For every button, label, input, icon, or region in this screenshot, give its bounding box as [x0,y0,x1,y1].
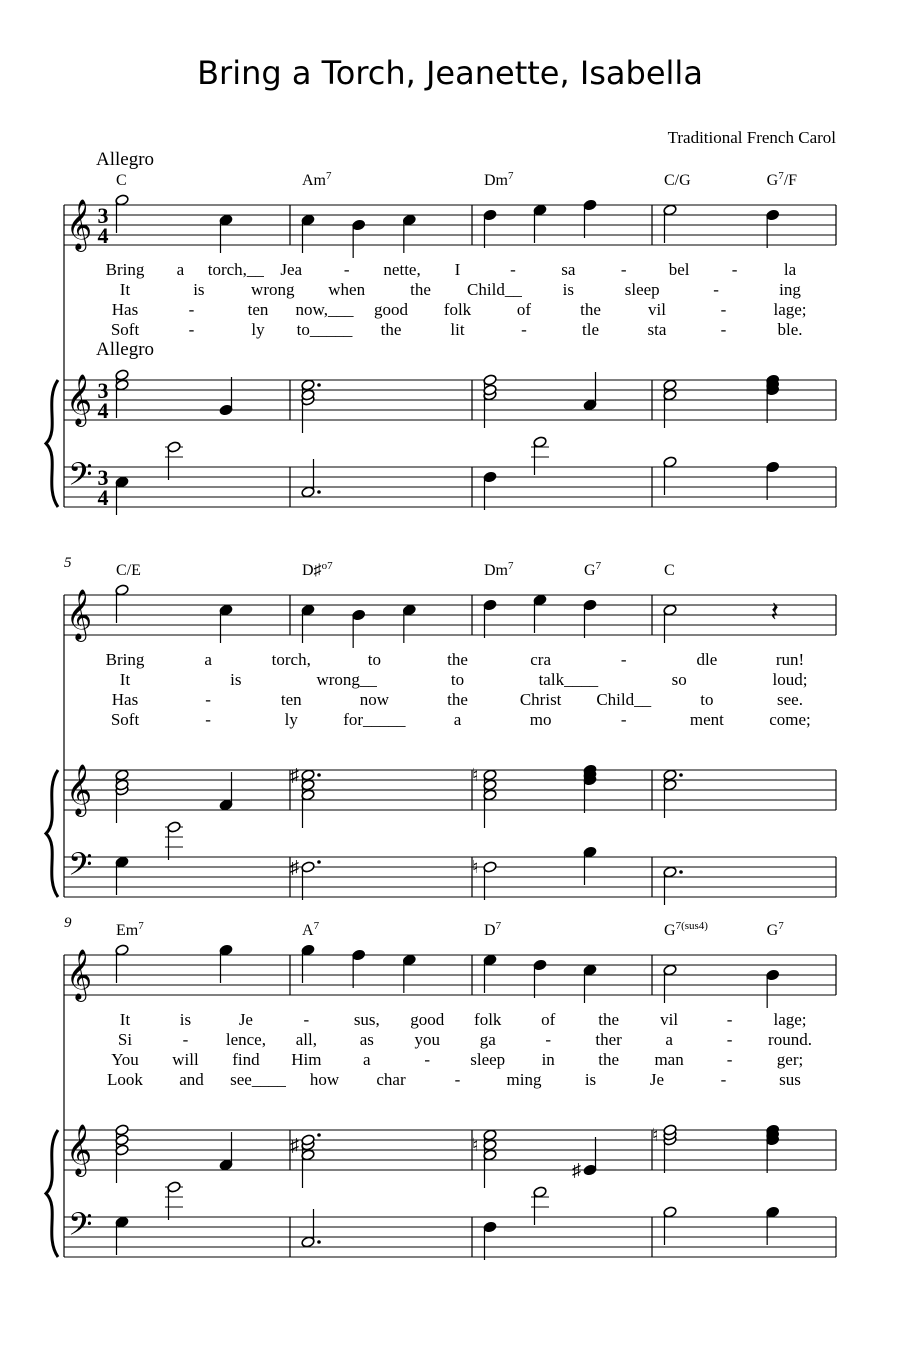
lyric-syllable: sleep [470,1050,506,1069]
chord-symbol: C [664,562,675,579]
lyric-syllable: wrong__ [316,670,377,689]
treble-chord-accidental: ♮ [652,1125,659,1145]
lyric-syllable: folk [443,300,472,319]
chord-symbol: C [116,172,127,189]
chord-symbol: $G^{7(sus4)}$ [664,920,708,939]
lyric-syllable: - [545,1030,552,1049]
lyric-syllable: loud; [772,670,808,689]
bass-note-accidental: ♮ [472,857,479,877]
lyric-syllable: It [119,670,131,689]
lyric-syllable: the [380,320,402,339]
lyric-syllable: sta [647,320,667,339]
lyric-syllable: a [665,1030,673,1049]
time-signature-bottom: 4 [97,485,109,510]
lyric-syllable: is [562,280,575,299]
lyric-syllable: is [193,280,205,299]
lyric-syllable: - [424,1050,431,1069]
lyric-syllable: Je [649,1070,665,1089]
chord-symbol: Am$^7$ [302,170,332,189]
lyric-syllable: the [598,1010,620,1029]
piano-brace [46,1130,58,1257]
lyric-syllable: Christ [519,690,562,709]
bass-note-dot [317,860,321,864]
time-signature-bottom: 4 [97,223,109,248]
lyric-syllable: It [119,280,131,299]
lyric-syllable: will [172,1050,199,1069]
treble-clef: 𝄞 [66,1125,93,1174]
lyric-syllable: of [516,300,532,319]
lyric-syllable: - [720,1070,727,1089]
lyric-syllable: Bring [105,260,145,279]
bass-note-dot [317,1240,321,1244]
treble-clef: 𝄞 [66,375,93,424]
measure-number: 5 [64,555,72,571]
treble-chord-dot [317,383,321,387]
lyric-syllable: sus [779,1070,801,1089]
chord-symbol: Dm$^7$ [484,560,514,579]
page-title: Bring a Torch, Jeanette, Isabella [197,54,703,92]
lyric-syllable: ly [251,320,265,339]
lyric-syllable: - [620,260,627,279]
lyric-syllable: Je [238,1010,253,1029]
lyric-syllable: ing [779,280,801,299]
lyric-syllable: - [521,320,527,339]
lyric-syllable: - [205,690,211,709]
lyric-syllable: see. [777,690,803,709]
tempo-marking: Allegro [96,339,155,360]
lyric-syllable: ga [479,1030,496,1049]
chord-symbol: $D^7$ [484,920,502,939]
lyric-syllable: wrong [251,280,295,299]
lyric-syllable: Si [117,1030,133,1049]
chord-symbol: $G^7$ [584,560,602,579]
lyric-syllable: all, [295,1030,317,1049]
lyric-syllable: cra [530,650,552,669]
chord-symbol: C/G [664,172,691,189]
lyric-syllable: - [205,710,211,729]
piano-brace [46,380,58,507]
lyric-syllable: Has [111,300,139,319]
chord-symbol: $A^7$ [302,920,320,939]
lyric-syllable: Has [111,690,139,709]
lyric-syllable: It [119,1010,131,1029]
lyric-syllable: torch, [271,650,311,669]
treble-chord-accidental: ♯ [572,1160,581,1180]
lyric-syllable: nette, [383,260,421,279]
treble-clef: 𝄞 [66,765,93,814]
lyric-syllable: sleep [624,280,660,299]
lyric-syllable: when [328,280,366,299]
lyric-syllable: Look [107,1070,143,1089]
lyric-syllable: ly [284,710,298,729]
lyric-syllable: the [580,300,601,319]
bass-note-dot [317,490,321,494]
chord-symbol: $G^7/F$ [766,170,798,189]
lyric-syllable: to [367,650,381,669]
treble-chord-accidental: ♮ [472,765,479,785]
lyric-syllable: ten [247,300,269,319]
lyric-syllable: Bring [105,650,145,669]
lyric-syllable: the [410,280,431,299]
lyric-syllable: good [374,300,408,319]
lyric-syllable: - [454,1070,461,1089]
lyric-syllable: folk [474,1010,502,1029]
chord-symbol: C/E [116,562,141,579]
time-signature-top: 3 [97,203,109,228]
lyric-syllable: - [182,1030,189,1049]
lyric-syllable: the [447,690,468,709]
lyric-syllable: lage; [773,300,807,319]
lyric-syllable: lit [450,320,465,339]
lyric-syllable: - [343,260,350,279]
lyric-syllable: a [176,260,185,279]
lyric-syllable: - [713,280,719,299]
lyric-syllable: now,___ [295,300,354,319]
lyric-syllable: is [179,1010,192,1029]
bass-clef: 𝄢 [68,458,93,500]
lyric-syllable: la [783,260,797,279]
lyric-syllable: ger; [776,1050,804,1069]
chord-symbol: Em$^7$ [116,920,144,939]
lyric-syllable: - [188,300,195,319]
lyric-syllable: You [111,1050,139,1069]
lyric-syllable: a [363,1050,371,1069]
measure-number: 9 [64,915,72,931]
lyric-syllable: - [510,260,516,279]
bass-clef: 𝄢 [68,1208,93,1250]
piano-brace [46,770,58,897]
lyric-syllable: I [454,260,461,279]
lyric-syllable: Him [291,1050,322,1069]
lyric-syllable: as [359,1030,374,1049]
lyric-syllable: talk____ [538,670,599,689]
lyric-syllable: - [720,300,727,319]
lyric-syllable: to [700,690,714,709]
lyric-syllable: Soft [110,320,140,339]
lyric-syllable: - [620,650,627,669]
lyric-syllable: mo [529,710,552,729]
lyric-syllable: for_____ [343,710,406,729]
lyric-syllable: find [232,1050,260,1069]
lyric-syllable: the [447,650,468,669]
lyric-syllable: torch,__ [207,260,264,279]
chord-symbol: $G^7$ [766,920,784,939]
lyric-syllable: ten [280,690,302,709]
lyric-syllable: the [598,1050,620,1069]
treble-chord-dot [679,773,683,777]
composer-credit: Traditional French Carol [667,128,836,147]
lyric-syllable: - [303,1010,310,1029]
lyric-syllable: is [584,1070,597,1089]
lyric-syllable: tle [582,320,599,339]
lyric-syllable: come; [769,710,811,729]
bass-clef: 𝄢 [68,848,93,890]
lyric-syllable: - [726,1010,733,1029]
lyric-syllable: and [179,1070,204,1089]
lyric-syllable: - [731,260,738,279]
lyric-syllable: - [188,320,195,339]
time-signature-bottom: 4 [97,398,109,423]
treble-chord-accidental: ♯ [290,1135,299,1155]
treble-clef: 𝄞 [66,590,93,639]
chord-symbol: Dm$^7$ [484,170,514,189]
lyric-syllable: to [450,670,465,689]
tempo-marking: Allegro [96,149,155,170]
treble-chord-dot [317,773,321,777]
lyric-syllable: Child__ [467,280,522,299]
lyric-syllable: you [414,1030,441,1049]
lyric-syllable: lence, [225,1030,266,1049]
treble-chord-accidental: ♯ [290,765,299,785]
lyric-syllable: Soft [110,710,140,729]
lyric-syllable: - [720,320,727,339]
lyric-syllable: vil [648,300,666,319]
lyric-syllable: of [541,1010,556,1029]
lyric-syllable: run! [775,650,805,669]
time-signature-top: 3 [97,465,109,490]
lyric-syllable: is [230,670,242,689]
bass-note-accidental: ♯ [290,857,299,877]
treble-chord-accidental: ♮ [472,1135,479,1155]
lyric-syllable: see____ [230,1070,286,1089]
lyric-syllable: now [359,690,390,709]
quarter-rest: 𝄽 [770,597,779,628]
lyric-syllable: round. [768,1030,812,1049]
bass-note-dot [679,870,683,874]
chord-symbol: D♯$^{o7}$ [302,560,333,579]
lyric-syllable: lage; [773,1010,807,1029]
lyric-syllable: ming [506,1070,542,1089]
lyric-syllable: sa [561,260,576,279]
lyric-syllable: - [726,1050,733,1069]
lyric-syllable: bel [668,260,690,279]
lyric-syllable: man [654,1050,684,1069]
lyric-syllable: ment [689,710,724,729]
lyric-syllable: in [541,1050,555,1069]
lyric-syllable: - [620,710,627,729]
lyric-syllable: Jea [280,260,303,279]
lyric-syllable: Child__ [596,690,652,709]
lyric-syllable: vil [660,1010,679,1029]
lyric-syllable: how [309,1070,340,1089]
lyric-syllable: a [204,650,212,669]
treble-clef: 𝄞 [66,200,93,249]
lyric-syllable: to_____ [296,320,353,339]
lyric-syllable: sus, [353,1010,380,1029]
lyric-syllable: dle [696,650,718,669]
lyric-syllable: ble. [777,320,803,339]
lyric-syllable: - [726,1030,733,1049]
treble-chord-dot [317,1133,321,1137]
time-signature-top: 3 [97,378,109,403]
lyric-syllable: so [671,670,687,689]
lyric-syllable: char [376,1070,406,1089]
lyric-syllable: a [453,710,462,729]
lyric-syllable: good [410,1010,445,1029]
lyric-syllable: ther [595,1030,622,1049]
treble-clef: 𝄞 [66,950,93,999]
